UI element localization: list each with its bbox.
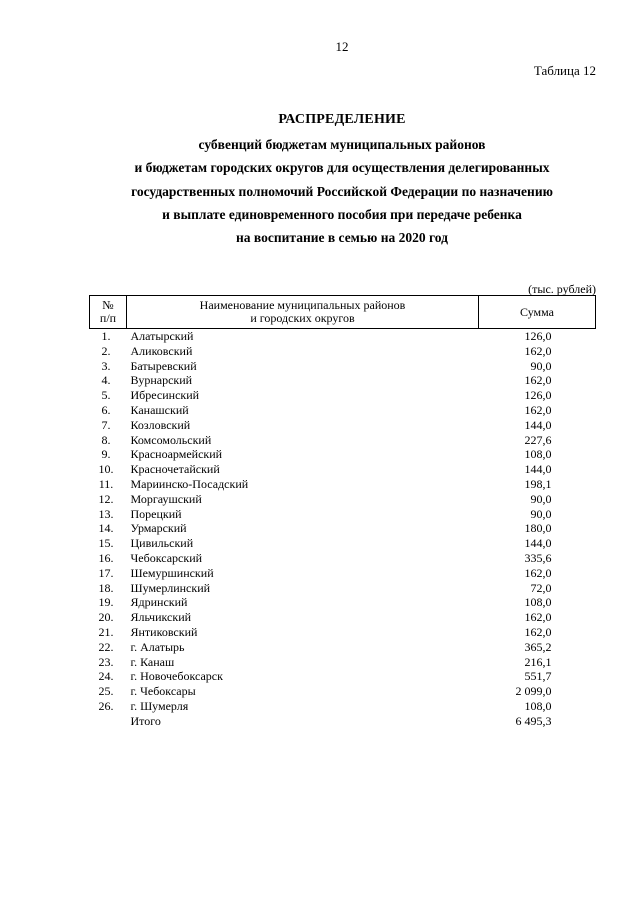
header-name <box>127 296 479 329</box>
row-name: г. Шумерля <box>130 698 189 713</box>
table-row <box>90 477 596 492</box>
row-name: Порецкий <box>130 506 182 521</box>
row-sum: 335,6 <box>524 550 552 565</box>
document-title: РАСПРЕДЕЛЕНИЕ <box>278 112 406 127</box>
row-name: г. Чебоксары <box>130 684 196 699</box>
row-name: г. Новочебоксарск <box>130 669 223 684</box>
row-sum: 2 099,0 <box>515 684 552 699</box>
row-number: 20. <box>98 610 114 625</box>
row-sum: 126,0 <box>524 388 552 403</box>
row-sum: 227,6 <box>524 432 552 447</box>
row-sum: 162,0 <box>524 610 552 625</box>
row-sum: 90,0 <box>530 506 552 521</box>
row-number: 10. <box>98 462 114 477</box>
row-sum: 144,0 <box>524 462 552 477</box>
row-number: 7. <box>101 417 111 432</box>
row-number: 24. <box>98 669 114 684</box>
table-row <box>90 373 596 388</box>
row-name: Вурнарский <box>130 373 193 388</box>
table-row <box>90 566 596 581</box>
table-row <box>90 507 596 522</box>
subtitle-line: субвенций бюджетам муниципальных районов <box>198 137 486 152</box>
subtitle-line: государственных полномочий Российской Федерации по назначению <box>131 183 553 199</box>
row-number: 18. <box>98 580 114 595</box>
row-number: 13. <box>98 506 114 521</box>
row-name: Аликовский <box>130 343 193 358</box>
row-number: 17. <box>98 565 114 580</box>
row-name: Батыревский <box>130 358 197 373</box>
row-name: Чебоксарский <box>130 550 203 565</box>
row-name: Мариинско-Посадский <box>130 476 249 491</box>
row-number: 19. <box>98 595 114 610</box>
row-sum: 144,0 <box>524 417 552 432</box>
subtitle-line: и выплате единовременного пособия при передаче ребенка <box>162 206 522 222</box>
header-number-abbr: п/п <box>99 311 117 325</box>
header-sum: Сумма <box>479 296 596 329</box>
subtitle-line: на воспитание в семью на 2020 год <box>236 230 448 246</box>
header-name-line2: и городских округов <box>250 311 355 325</box>
row-name: г. Алатырь <box>130 639 185 654</box>
header-number-symbol: № <box>102 298 114 312</box>
table-row <box>90 388 596 403</box>
row-number: 22. <box>98 639 114 654</box>
table-body <box>90 329 596 729</box>
table-row <box>90 492 596 507</box>
table-row <box>90 403 596 418</box>
row-name: Шумерлинский <box>130 580 211 595</box>
row-sum: 365,2 <box>524 639 552 654</box>
subvention-table <box>89 295 596 729</box>
row-sum: 551,7 <box>524 669 552 684</box>
table-row <box>90 418 596 433</box>
row-sum: 108,0 <box>524 447 552 462</box>
total-sum: 6 495,3 <box>515 713 552 728</box>
row-sum: 144,0 <box>524 536 552 551</box>
table-row <box>90 699 596 714</box>
table-row <box>90 610 596 625</box>
row-sum: 162,0 <box>524 343 552 358</box>
row-number: 5. <box>101 388 111 403</box>
units-label: (тыс. рублей) <box>528 282 596 296</box>
row-number: 14. <box>98 521 114 536</box>
row-number: 15. <box>98 536 114 551</box>
row-name: Канашский <box>130 402 189 417</box>
row-name: Моргаушский <box>130 491 202 506</box>
row-number: 9. <box>101 447 111 462</box>
header-number <box>90 296 127 329</box>
table-row <box>90 359 596 374</box>
total-label: Итого <box>130 713 161 728</box>
row-name: Красноармейский <box>130 447 223 462</box>
table-row <box>90 551 596 566</box>
row-name: Яльчикский <box>130 610 192 625</box>
table-row <box>90 447 596 462</box>
row-number: 26. <box>98 698 114 713</box>
row-name: Красночетайский <box>130 462 220 477</box>
table-row <box>90 462 596 477</box>
row-sum: 180,0 <box>524 521 552 536</box>
table-row <box>90 640 596 655</box>
table-row <box>90 625 596 640</box>
row-number: 2. <box>101 343 111 358</box>
table-row <box>90 581 596 596</box>
table-row <box>90 521 596 536</box>
table-row <box>90 595 596 610</box>
row-name: Ядринский <box>130 595 188 610</box>
table-row <box>90 433 596 448</box>
row-sum: 162,0 <box>524 624 552 639</box>
row-name: Урмарский <box>130 521 187 536</box>
row-number: 23. <box>98 654 114 669</box>
header-name-line1: Наименование муниципальных районов <box>199 298 406 312</box>
row-number: 6. <box>101 402 111 417</box>
table-row <box>90 329 596 344</box>
row-sum: 90,0 <box>530 358 552 373</box>
row-number: 1. <box>101 329 111 343</box>
row-sum: 216,1 <box>524 654 552 669</box>
row-sum: 108,0 <box>524 595 552 610</box>
table-row <box>90 536 596 551</box>
row-name: Ибресинский <box>130 388 200 403</box>
table-row <box>90 684 596 699</box>
subtitle-line: и бюджетам городских округов для осуществления делегированных <box>134 160 550 176</box>
table-row <box>90 344 596 359</box>
row-number: 25. <box>98 684 114 699</box>
row-number: 4. <box>101 373 111 388</box>
page-number: 12 <box>335 39 349 54</box>
row-sum: 72,0 <box>530 580 552 595</box>
table-header-row <box>90 296 596 329</box>
row-sum: 198,1 <box>524 476 552 491</box>
row-number: 3. <box>101 358 111 373</box>
total-row <box>90 714 596 729</box>
row-sum: 162,0 <box>524 402 552 417</box>
table-label: Таблица 12 <box>533 63 596 78</box>
row-name: Алатырский <box>130 329 194 343</box>
row-sum: 162,0 <box>524 565 552 580</box>
row-sum: 90,0 <box>530 491 552 506</box>
row-number: 8. <box>101 432 111 447</box>
row-number: 12. <box>98 491 114 506</box>
row-name: Козловский <box>130 417 191 432</box>
row-name: Шемуршинский <box>130 565 214 580</box>
row-name: Цивильский <box>130 536 194 551</box>
document-heading <box>0 110 640 249</box>
row-name: Комсомольский <box>130 432 212 447</box>
table-row <box>90 655 596 670</box>
row-name: Янтиковский <box>130 624 198 639</box>
total-number-empty <box>90 714 127 729</box>
row-number: 11. <box>98 476 114 491</box>
row-number: 16. <box>98 550 114 565</box>
row-sum: 108,0 <box>524 698 552 713</box>
table-row <box>90 669 596 684</box>
row-name: г. Канаш <box>130 654 175 669</box>
row-sum: 126,0 <box>524 329 552 343</box>
row-number: 21. <box>98 624 114 639</box>
row-sum: 162,0 <box>524 373 552 388</box>
